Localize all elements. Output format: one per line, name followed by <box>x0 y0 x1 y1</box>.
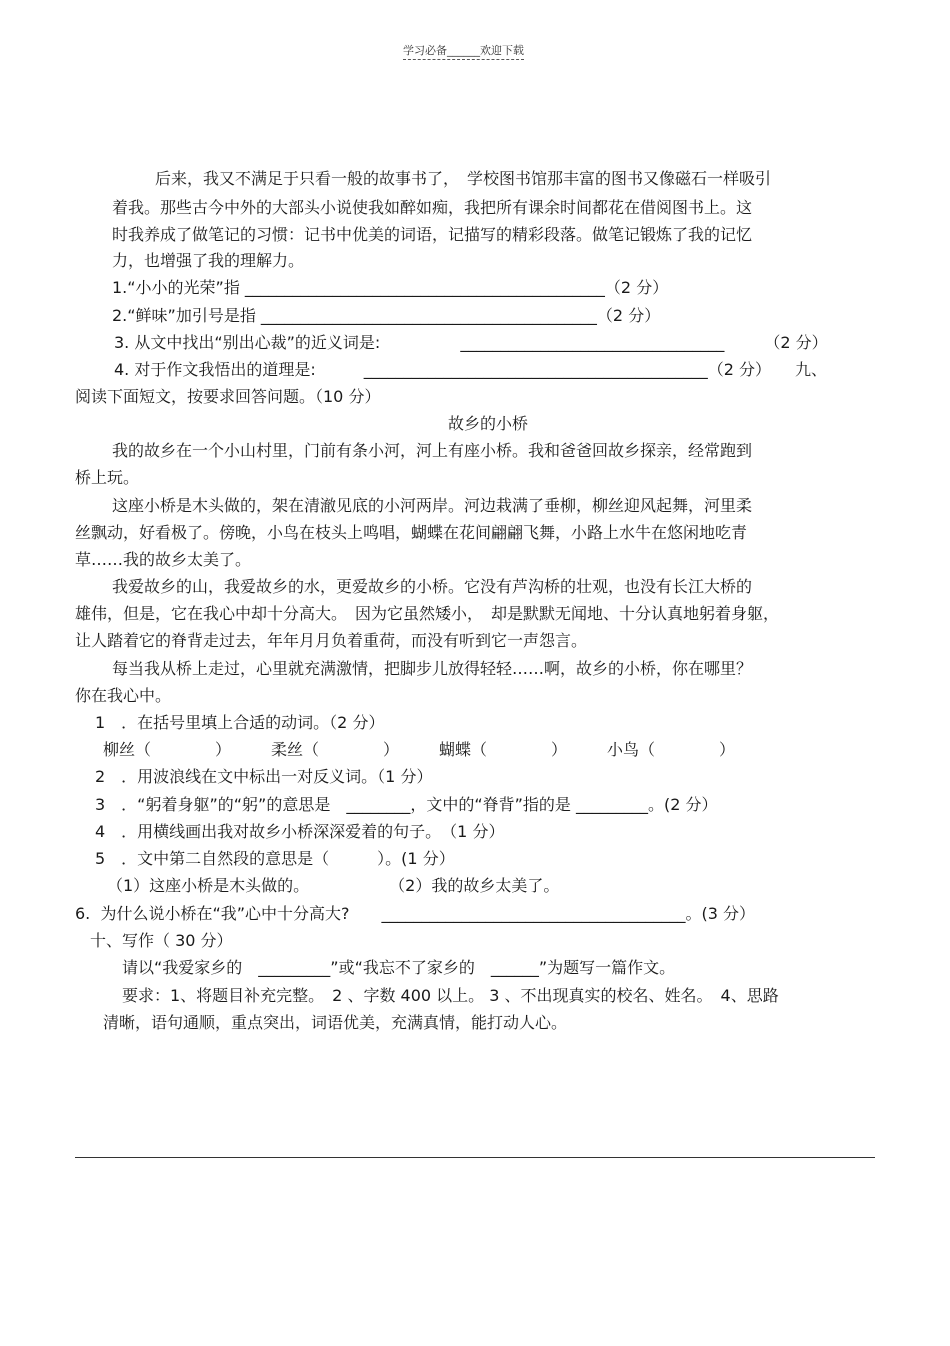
story-question-2: 2 ．用波浪线在文中标出一对反义词。（1 分） <box>95 767 433 786</box>
story-question-4: 4 ．用横线画出我对故乡小桥深深爱着的句子。 （1 分） <box>95 822 505 841</box>
story-line: 每当我从桥上走过，心里就充满激情，把脚步儿放得轻轻……啊，故乡的小桥，你在哪里？ <box>112 659 753 678</box>
passage-line: 着我。那些古今中外的大部头小说使我如醉如痴，我把所有课余时间都花在借阅图书上。这 <box>112 198 753 217</box>
story-question-3: 3 ．“躬着身躯”的“躬”的意思是 ________，文中的“脊背”指的是 _________。(2 分） <box>95 795 718 814</box>
question-1: 1.“小小的光荣”指 _____________________________________________（2 分） <box>112 278 669 297</box>
story-line: 这座小桥是木头做的，架在清澈见底的小河两岸。河边栽满了垂柳，柳丝迎风起舞，河里柔 <box>112 496 753 515</box>
story-line: 雄伟，但是，它在我心中却十分高大。 因为它虽然矮小， 却是默默无闻地、十分认真地躬着身躯， <box>75 604 780 623</box>
story-question-5-options: （1）这座小桥是木头做的。 （2）我的故乡太美了。 <box>107 876 560 895</box>
story-question-1: 1 ．在括号里填上合适的动词。（2 分） <box>95 713 385 732</box>
passage-line: 时我养成了做笔记的习惯：记书中优美的词语，记描写的精彩段落。做笔记锻炼了我的记忆 <box>112 225 753 244</box>
section-9-intro: 阅读下面短文，按要求回答问题。（10 分） <box>75 387 381 406</box>
question-3: 3. 从文中找出“别出心裁”的近义词是: _________________________________ （2 分） <box>114 333 828 352</box>
story-line: 草……我的故乡太美了。 <box>75 550 252 569</box>
story-title: 故乡的小桥 <box>448 414 529 433</box>
question-2: 2.“鲜味”加引号是指 __________________________________________（2 分） <box>112 306 661 325</box>
passage-line: 力，也增强了我的理解力。 <box>112 251 305 270</box>
story-line: 桥上玩。 <box>75 468 140 487</box>
bottom-divider <box>75 1157 875 1158</box>
story-line: 丝飘动，好看极了。傍晚，小鸟在枝头上鸣唱，蝴蝶在花间翩翩飞舞，小路上水牛在悠闲地吃青 <box>75 523 748 542</box>
page-header: 学习必备______欢迎下载 <box>403 42 524 60</box>
story-line: 我爱故乡的山，我爱故乡的水，更爱故乡的小桥。它没有芦沟桥的壮观，也没有长江大桥的 <box>112 577 753 596</box>
writing-requirements: 要求：1、将题目补充完整。 2 、字数 400 以上。 3 、不出现真实的校名、姓名。 4、思路 <box>122 986 779 1005</box>
writing-prompt: 请以“我爱家乡的 _________”或“我忘不了家乡的 ______”为题写一篇作文。 <box>122 958 676 977</box>
question-4: 4. 对于作文我悟出的道理是: ___________________________________________（2 分） 九、 <box>114 360 828 379</box>
writing-requirements-cont: 清晰，语句通顺，重点突出，词语优美，充满真情，能打动人心。 <box>103 1013 568 1032</box>
story-line: 你在我心中。 <box>75 686 172 705</box>
passage-line: 后来，我又不满足于只看一般的故事书了， 学校图书馆那丰富的图书又像磁石一样吸引 <box>155 169 772 188</box>
verb-fill-row: 柳丝（ ） 柔丝（ ） 蝴蝶（ ） 小鸟（ ） <box>103 740 736 759</box>
story-line: 让人踏着它的脊背走过去，年年月月负着重荷，而没有听到它一声怨言。 <box>75 631 588 650</box>
section-10-heading: 十、写作（ 30 分） <box>90 931 233 950</box>
story-question-5: 5 ．文中第二自然段的意思是（ ）。(1 分） <box>95 849 455 868</box>
story-line: 我的故乡在一个小山村里，门前有条小河，河上有座小桥。我和爸爸回故乡探亲，经常跑到 <box>112 441 753 460</box>
story-question-6: 6. 为什么说小桥在“我”心中十分高大? ______________________________________。(3 分） <box>75 904 756 923</box>
